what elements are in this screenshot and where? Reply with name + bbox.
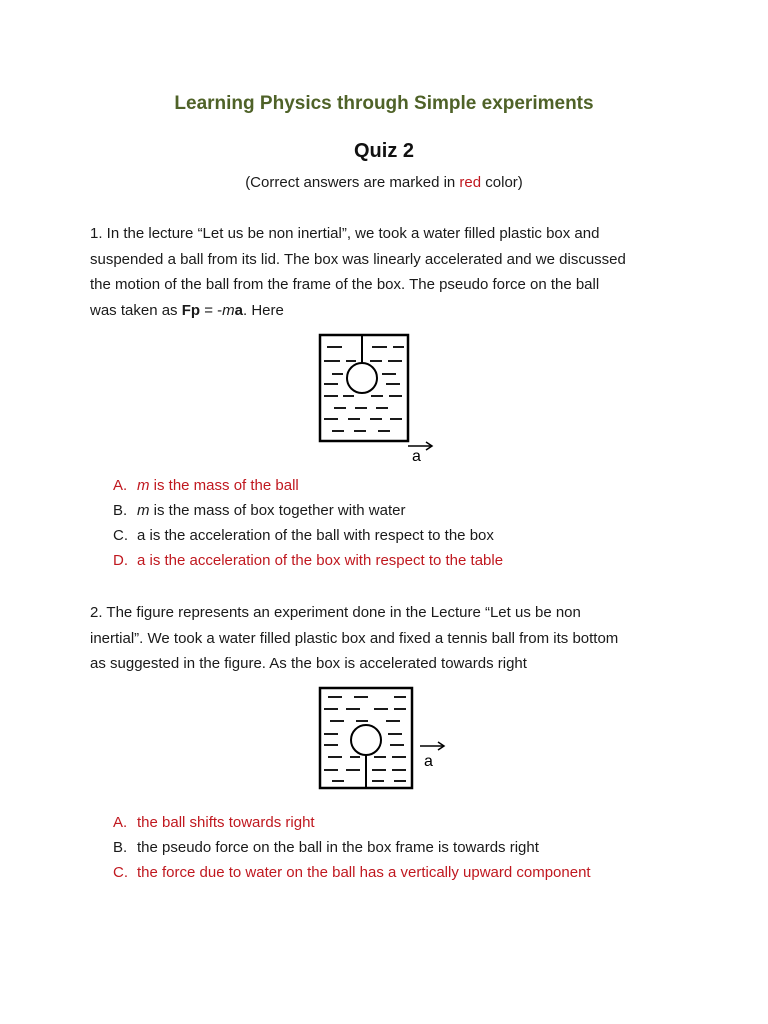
note-suffix: color) <box>481 174 523 191</box>
document-title: Learning Physics through Simple experiments <box>174 93 594 114</box>
option-letter: B. <box>113 839 128 856</box>
answer-note <box>0 174 768 191</box>
q2-option-a[interactable] <box>113 814 315 831</box>
quiz-label: Quiz 2 <box>353 140 414 162</box>
option-letter: D. <box>113 552 128 569</box>
question-1-text <box>90 221 690 323</box>
q2-option-c[interactable] <box>113 864 591 881</box>
option-text: is the mass of the ball <box>149 477 299 494</box>
question-2-line: inertial”. We took a water filled plastic box and fixed a tennis ball from its bottom <box>90 629 619 647</box>
option-letter: A. <box>113 477 128 494</box>
option-letter: A. <box>113 814 128 831</box>
option-italic: m <box>137 502 150 519</box>
q1-here: . Here <box>242 301 284 319</box>
q1-a-symbol: a <box>234 301 243 319</box>
option-text: a is the acceleration of the box with respect to the table <box>137 552 504 569</box>
question-1-line: the motion of the ball from the frame of the box. The pseudo force on the ball <box>90 276 600 293</box>
figure-1-label: a <box>412 448 421 465</box>
question-2-line: as suggested in the figure. As the box is accelerated towards right <box>90 655 527 672</box>
q1-m-symbol: m <box>222 301 235 319</box>
option-letter: C. <box>113 864 128 881</box>
note-red-word: red <box>459 174 482 191</box>
question-1-line: suspended a ball from its lid. The box was linearly accelerated and we discussed <box>90 250 626 268</box>
option-letter: C. <box>113 527 128 544</box>
q1-fp-symbol: Fp <box>181 301 201 319</box>
figure-2-label: a <box>424 753 433 770</box>
option-text: a is the acceleration of the ball with respect to the box <box>137 527 494 544</box>
question-2-text <box>90 600 690 677</box>
q2-option-b[interactable] <box>113 839 539 856</box>
option-italic: m <box>137 477 150 494</box>
note-prefix: (Correct answers are marked in <box>245 174 460 191</box>
question-1-line: 1. In the lecture “Let us be non inertial”, we took a water filled plastic box and <box>90 225 600 242</box>
q1-option-d[interactable] <box>113 552 503 569</box>
q1-option-b[interactable] <box>113 502 405 519</box>
question-2-line: 2. The figure represents an experiment done in the Lecture “Let us be non <box>90 604 581 621</box>
option-text: the force due to water on the ball has a vertically upward component <box>137 864 591 881</box>
figure-1-box-suspended-ball <box>310 330 450 465</box>
option-text: is the mass of box together with water <box>149 502 406 519</box>
q1-last-prefix: was taken as <box>90 301 182 319</box>
q1-equals: = - <box>200 301 223 319</box>
option-text: the ball shifts towards right <box>137 814 315 831</box>
q1-option-a[interactable] <box>113 477 299 494</box>
q1-option-c[interactable] <box>113 527 494 544</box>
figure-2-box-fixed-ball <box>310 684 460 794</box>
question-1-line <box>90 298 690 324</box>
acceleration-arrow-icon <box>420 742 444 750</box>
option-text: the pseudo force on the ball in the box frame is towards right <box>137 839 539 856</box>
option-letter: B. <box>113 502 128 519</box>
